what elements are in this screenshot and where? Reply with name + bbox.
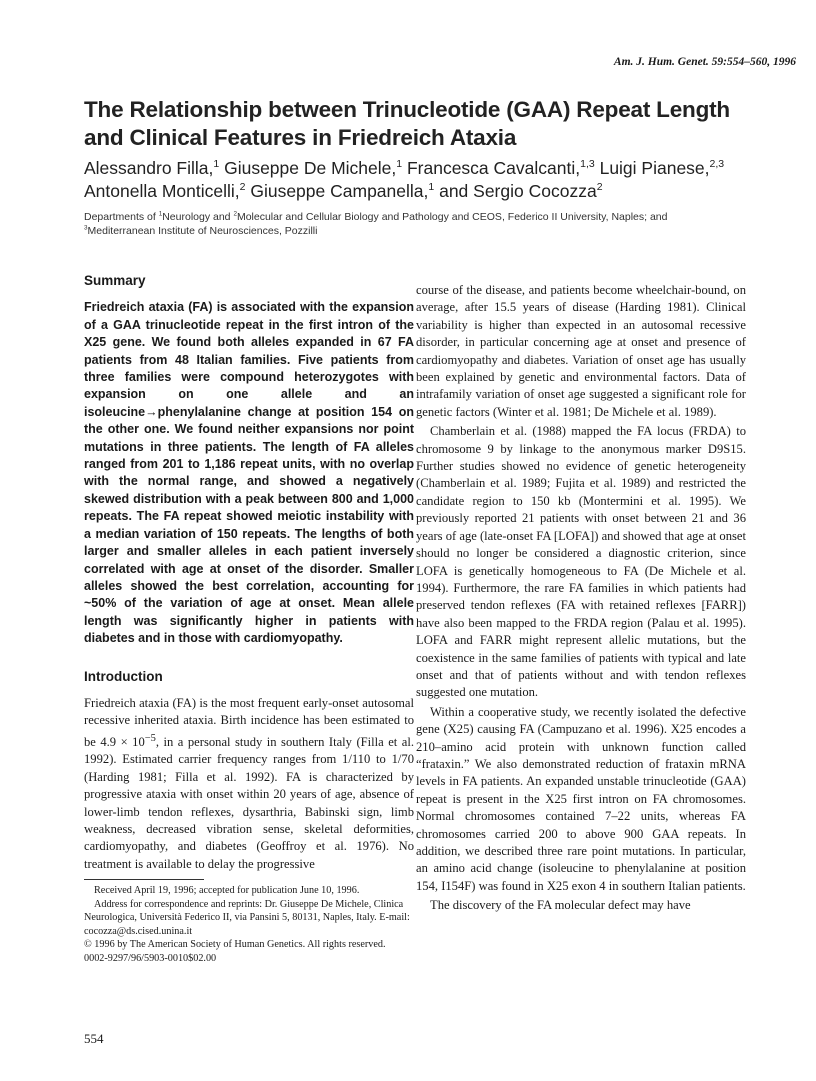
- received-date: Received April 19, 1996; accepted for publication June 10, 1996.: [94, 885, 360, 896]
- page-number: 554: [84, 1031, 104, 1046]
- introduction-heading: Introduction: [84, 668, 163, 684]
- introduction-paragraph: [84, 695, 414, 873]
- author-name: Giuseppe Campanella,: [245, 181, 429, 201]
- affiliation-mark: 1: [158, 210, 163, 218]
- exponent: −5: [144, 732, 156, 744]
- author-name: Giuseppe De Michele,: [219, 158, 397, 178]
- copyright-notice: © 1996 by The American Society of Human Genetics. All rights reserved.: [84, 939, 386, 950]
- author-name: and Sergio Cocozza: [434, 181, 597, 201]
- author-name: Antonella Monticelli,: [84, 181, 240, 201]
- footnote-divider: [84, 879, 204, 880]
- author-list: [84, 157, 784, 203]
- correspondence-address: Address for correspondence and reprints: Dr. Giuseppe De Michele, Clinica Neurologica, Università Federico II, via Pansini 5, 80131, Naples, Italy. E-mail: cocozza@ds.cised.unina.it: [84, 898, 410, 937]
- author-affiliation-mark: 2: [596, 181, 603, 194]
- author-name: Luigi Pianese,: [594, 158, 710, 178]
- affiliation-text: Molecular and Cellular Biology and Pathology and CEOS, Federico II University, Naples; and: [236, 211, 668, 223]
- intro-text: Friedreich ataxia (FA) is the most frequent early-onset autosomal recessive inherited ataxia. Birth incidence has been estimated to be 4.9 × 10: [84, 695, 414, 749]
- journal-citation: Am. J. Hum. Genet. 59:554–560, 1996: [613, 56, 796, 68]
- summary-text: Friedreich ataxia (FA) is associated with the expansion of a GAA trinucleotide repeat in the first intron of the X25 gene. We found both alleles expanded in 67 FA patients from 48 Italian families. Five patients from three families were compound heterozygotes with expansion on one allele and an isoleucine→phenylalanine change at position 154 on the other one. We found neither expansions nor point mutations in three patients. The length of FA alleles ranged from 201 to 1,186 repeat units, with no overlap with the normal range, and showed a negatively skewed distribution with a peak between 800 and 1,000 repeats. The FA repeat showed meiotic instability with a median variation of 150 repeats. The lengths of both larger and smaller alleles in each patient inversely correlated with age at onset of the disorder. Smaller alleles showed the best correlation, accounting for ~50% of the variation of age at onset. Mean allele length was significantly higher in patients with diabetes and in those with cardiomyopathy.: [84, 300, 414, 646]
- affiliation-text: Departments of: [84, 211, 159, 223]
- author-affiliation-mark: 1: [213, 158, 220, 171]
- author-affiliation-mark: 1,3: [580, 158, 595, 171]
- affiliation-text: Mediterranean Institute of Neurosciences, Pozzilli: [87, 225, 318, 237]
- author-affiliation-mark: 2: [239, 181, 246, 194]
- author-affiliation-mark: 1: [428, 181, 435, 194]
- affiliation-mark: 3: [84, 224, 88, 232]
- affiliation-mark: 2: [233, 210, 237, 218]
- footnotes: [84, 884, 414, 965]
- article-title: The Relationship between Trinucleotide (GAA) Repeat Length and Clinical Features in Friedreich Ataxia: [84, 97, 730, 150]
- author-affiliation-mark: 1: [396, 158, 403, 171]
- right-column: [416, 282, 746, 915]
- affiliation-text: Neurology and: [162, 211, 234, 223]
- author-name: Francesca Cavalcanti,: [402, 158, 581, 178]
- summary-heading: Summary: [84, 273, 146, 288]
- body-paragraph: course of the disease, and patients become wheelchair-bound, on average, after 15.5 years of disease (Harding 1981). Clinical variability is higher than expected in an autosomal recessive disorder, in particular concerning age at onset and presence of cardiomyopathy and diabetes. Variation of onset age has usually been explained by genetic and environmental factors. Data of intrafamily variation of onset age suggested a significant role for genetic factors (Winter et al. 1981; De Michele et al. 1989).: [416, 283, 746, 419]
- body-paragraph: The discovery of the FA molecular defect may have: [430, 898, 691, 913]
- body-paragraph: Within a cooperative study, we recently isolated the defective gene (X25) causing FA (Campuzano et al. 1996). X25 encodes a 210–amino acid protein with unknown function called “frataxin.” We also demonstrated reduction of frataxin mRNA levels in FA patients. An expanded unstable trinucleotide (GAA) repeat is present in the X25 first intron on FA chromosomes. Normal chromosomes contained 7–22 units, whereas FA chromosomes carried 200 to above 900 GAA repeats. In addition, we described three rare point mutations. In particular, an amino acid change (isoleucine to phenylalanine at position 154, I154F) was found in X25 exon 4 in southern Italian patients.: [416, 704, 746, 893]
- left-column: [84, 272, 414, 873]
- intro-text: , in a personal study in southern Italy (Filla et al. 1992). Estimated carrier frequency ranges from 1/110 to 1/70 (Harding 1981; Filla et al. 1992). FA is characterized by progressive ataxia with onset within 20 years of age, absence of lower-limb tendon reflexes, dysarthria, Babinski sign, limb weakness, decreased vibration sense, skeletal deformities, cardiomyopathy, and diabetes (Geoffroy et al. 1976). No treatment is available to delay the progressive: [84, 734, 414, 871]
- author-name: Alessandro Filla,: [84, 158, 214, 178]
- author-affiliation-mark: 2,3: [709, 158, 725, 171]
- body-paragraph: Chamberlain et al. (1988) mapped the FA locus (FRDA) to chromosome 9 by linkage to the anonymous marker D9S15. Further studies showed no evidence of genetic heterogeneity (Chamberlain et al. 1989; Fujita et al. 1989) and restricted the candidate region to 150 kb (Montermini et al. 1995). We previously reported 21 patients with onset between 21 and 36 years of age (late-onset FA [LOFA]) and showed that age at onset should no longer be considered a diagnostic criterion, since LOFA is genetically homogeneous to FA (De Michele et al. 1994). Furthermore, the rare FA families in which patients had preserved tendon reflexes (FA with retained reflexes [FARR]) have also been mapped to the FRDA region (Palau et al. 1995). LOFA and FARR might represent allelic mutations, but the coexistence in the same families of patients with typical and late onset and that of patients without and with tendon reflexes suggested one mutation.: [416, 424, 747, 700]
- affiliations: [84, 210, 784, 238]
- issn-code: 0002-9297/96/5903-0010$02.00: [84, 952, 217, 964]
